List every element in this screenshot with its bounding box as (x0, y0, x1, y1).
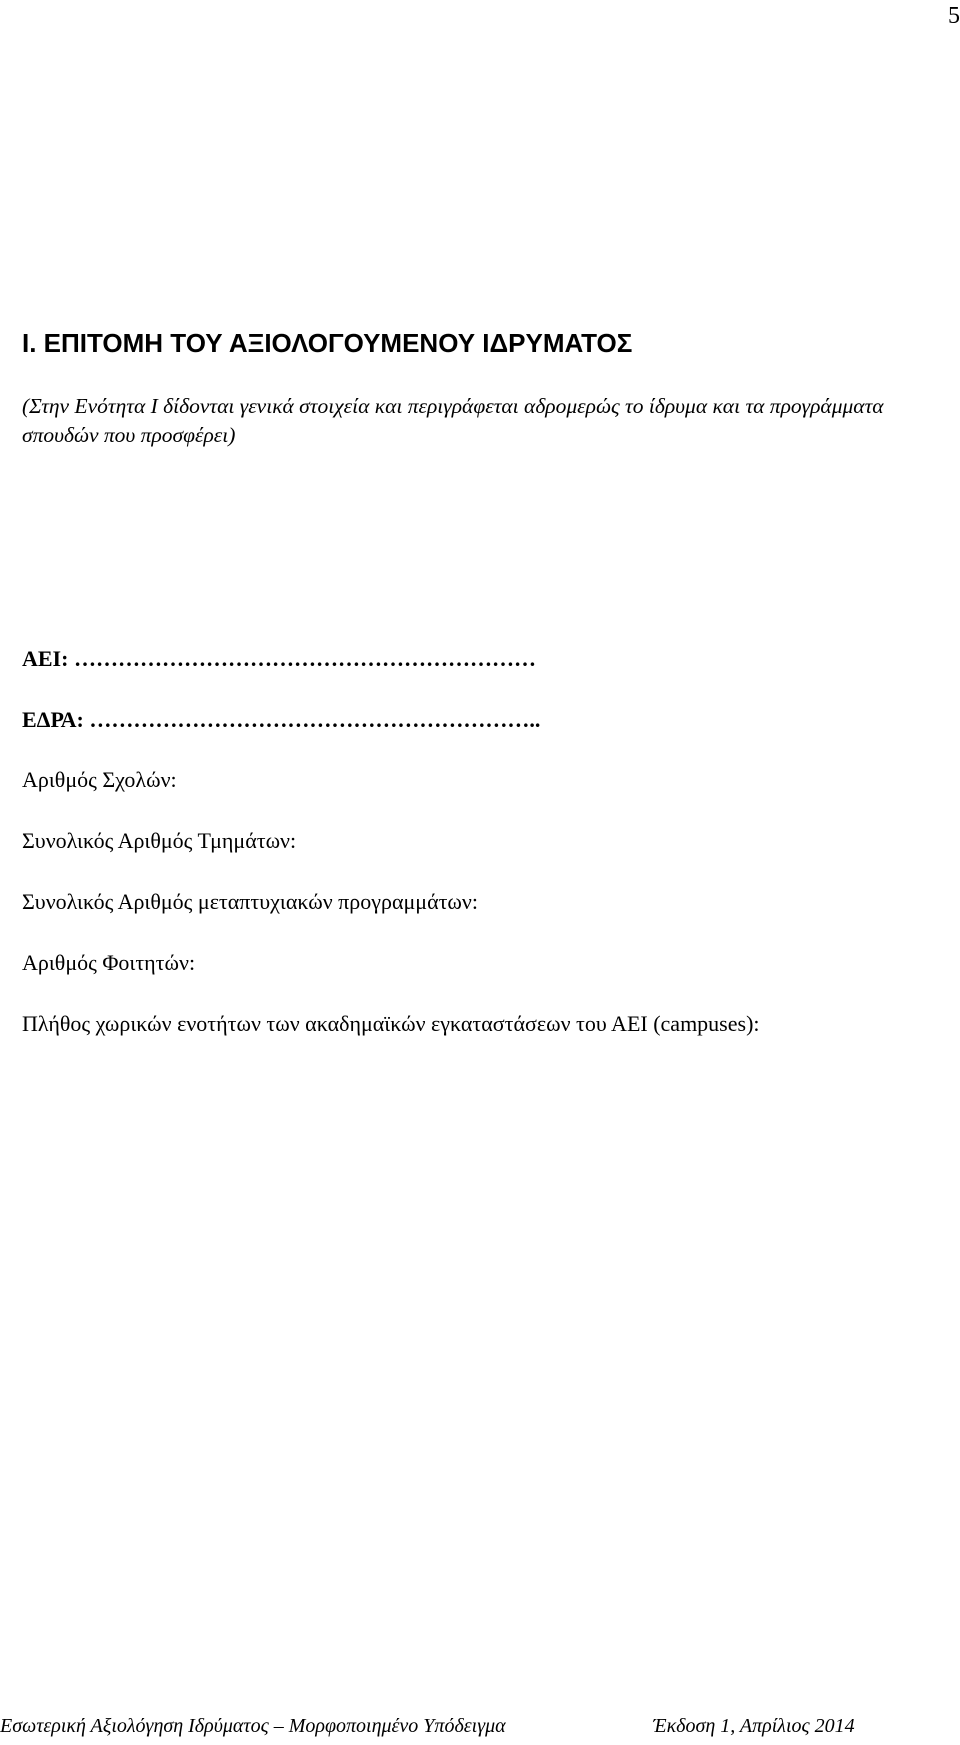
students-count-field: Αριθμός Φοιτητών: (22, 950, 196, 975)
schools-count-field: Αριθμός Σχολών: (22, 767, 177, 792)
postgraduate-programs-field: Συνολικός Αριθμός μεταπτυχιακών προγραμμάτων: (22, 889, 478, 914)
page-number: 5 (948, 3, 960, 29)
footer-version: Έκδοση 1, Απρίλιος 2014 (653, 1715, 855, 1737)
aei-field: ΑΕΙ: ……………………………………………………… (22, 646, 536, 671)
section-title: Ι. ΕΠΙΤΟΜΗ ΤΟΥ ΑΞΙΟΛΟΓΟΥΜΕΝΟΥ ΙΔΡΥΜΑΤΟΣ (22, 328, 633, 358)
footer-document-title: Εσωτερική Αξιολόγηση Ιδρύματος – Μορφοποιημένο Υπόδειγμα (0, 1715, 506, 1737)
departments-count-field: Συνολικός Αριθμός Τμημάτων: (22, 828, 297, 853)
campuses-count-field: Πλήθος χωρικών ενοτήτων των ακαδημαϊκών εγκαταστάσεων του ΑΕΙ (campuses): (22, 1011, 760, 1036)
section-intro: (Στην Ενότητα Ι δίδονται γενικά στοιχεία και περιγράφεται αδρομερώς το ίδρυμα και τα προγράμματα σπουδών που προσφέρει) (22, 394, 884, 447)
edra-field: ΕΔΡΑ: …………………………………………………….. (22, 707, 541, 732)
